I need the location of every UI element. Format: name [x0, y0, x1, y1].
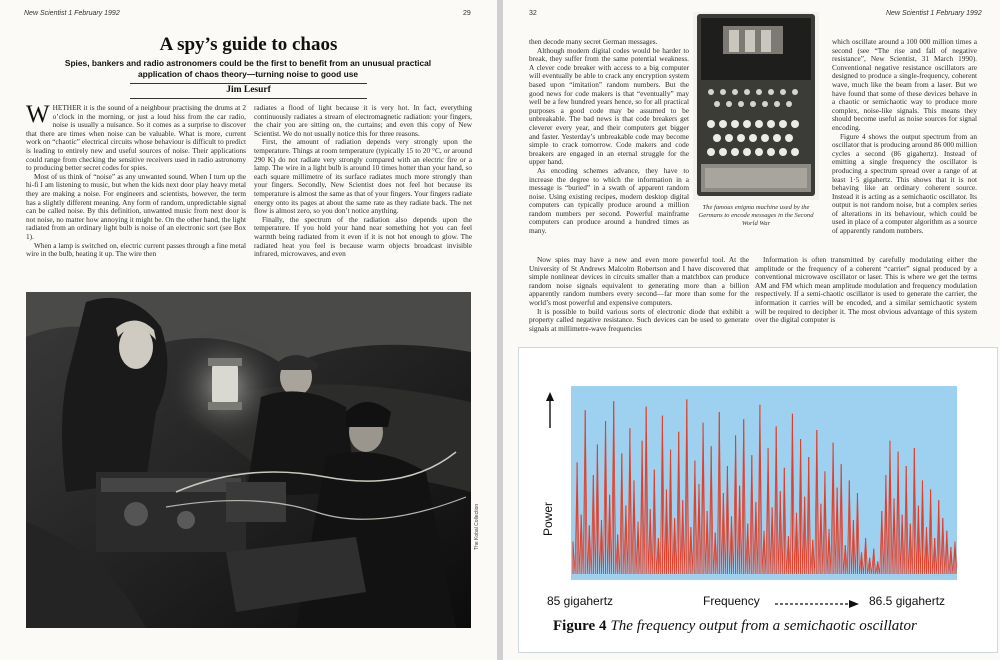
paragraph: Information is often transmitted by carefully modulating either the amplitude or the frequency of a coherent “carrier” signal produced by a conventional microwave oscillator or laser. This is where we get the terms AM and FM which mean amplitude modulation and frequency modulation respectively. If a semi-chaotic oscillator is used to generate the carrier, the information it carries will be encoded, and a similar semichaotic system will be required to decipher it. The most obvious advantage of this system over the digital computer is [755, 256, 977, 325]
left-column-1 [26, 104, 246, 288]
standfirst: Spies, bankers and radio astronomers could be the first to benefit from an unusual practical application of chaos theory—turning noise to good use [64, 58, 432, 79]
byline: Jim Lesurf [226, 85, 271, 95]
right-column-2-top [832, 38, 977, 251]
spectrum-trace [573, 399, 957, 574]
x-axis-arrow [775, 599, 859, 609]
paragraph: Although modern digital codes would be harder to break, they suffer from the same potential weakness. A clever code breaker with access to a big computer will eventually be able to crack any encryption system based upon “imitation” random numbers. But the good news for code makers is that “eventually” may well be a few hundred years hence, so for all practical purposes a good code may be assumed to be unbreakable. The bad news is that code breakers get cleverer every year, and their computers get bigger and faster. Yesterday’s unbreakable code may become simple to crack tomorrow. Code makers and code breakers are engaged in an eternal struggle for the upper hand. [529, 45, 689, 167]
paragraph: First, the amount of radiation depends very strongly upon the temperature. Things at room temperature (typically 15 to 20 °C, or around 290 K) do not radiate very strongly compared with an electric fire or a lamp. The wire in a light bulb is around 10 times hotter than your hand, so each square millimetre of its surface radiates much more strongly than your fingers. Secondly, New Scientist does not feel hot because its temperature is almost the same as that of your fingers. Your fingers radiate energy onto its pages at about the same rate as they radiate back. The net flow is almost zero, so you don’t notice anything. [254, 137, 472, 216]
paragraph: then decode many secret German messages. [529, 38, 658, 46]
x-axis-max-label: 86.5 gigahertz [869, 594, 946, 608]
figure-label: Figure 4 [553, 618, 607, 634]
right-column-1-bottom [529, 256, 749, 346]
left-page [0, 0, 497, 660]
article-title: A spy’s guide to chaos [159, 34, 338, 55]
x-axis-label: Frequency [703, 594, 760, 608]
paragraph: When a lamp is switched on, electric current passes through a fine metal wire in the bulb, heating it up. The wire then [26, 240, 246, 259]
film-still-photo [26, 292, 471, 628]
page-number: 32 [529, 10, 537, 17]
byline-rule-bottom [130, 98, 367, 99]
left-column-2 [254, 104, 472, 288]
figure-caption-text: The frequency output from a semichaotic oscillator [610, 618, 917, 634]
figure-caption [553, 618, 917, 635]
running-header: New Scientist 1 February 1992 [24, 10, 120, 17]
right-column-2-bottom [755, 256, 977, 346]
photo-caption: The famous enigma machine used by the Germans to encode messages in the Second World War [698, 204, 814, 227]
y-axis-label: Power [541, 501, 555, 536]
paragraph: radiates a flood of light because it is very hot. In fact, everything continuously radiates a stream of electromagnetic radiation: your fingers, the chair you are sitting on, the curtains; and even this copy of New Scientist. We do not usually notice this for three reasons. [254, 104, 472, 138]
paragraph: Now spies may have a new and even more powerful tool. At the University of St Andrews Malcolm Robertson and I have discovered that simple nonlinear devices in circuits smaller than a matchbox can produce random noise signals equivalent to generating more than a billion apparently random numbers every second—far more than some for the world’s most powerful and expensive computers. [529, 256, 749, 307]
paragraph: WHETHER it is the sound of a neighbour practising the drums at 2 o’clock in the morning, or just a loud hiss from the car radio, noise is usually a nuisance. So it comes as a surprise to discover that there are times when noise can be valuable. What is more, current work on “chaotic” electrical circuits whose behaviour is difficult to predict is leading to entirely new and useful sources of noise. Their applications could range from checking the sensitive receivers used in radio astronomy to producing better secret codes for spies. [26, 104, 246, 173]
spectrum-plot [571, 386, 957, 580]
right-page [503, 0, 1000, 660]
enigma-machine-photo [693, 12, 819, 200]
drop-cap: W [26, 104, 50, 128]
paragraph: It is possible to build various sorts of electronic diode that exhibit a property called negative resistance. Such devices can be used to generate signals at millimetre-wave frequencies [529, 306, 749, 333]
figure-4 [518, 347, 998, 653]
page-number: 29 [463, 10, 471, 17]
paragraph: As encoding schemes advance, they have to increase the degree to which the information in a message is “buried” in a swath of apparent random noise. Using existing recipes, modern desktop digital computers can typically produce around a million random numbers per second. Powerful mainframe computers can produce around a hundred times as many. [529, 165, 689, 236]
x-axis-min-label: 85 gigahertz [547, 594, 614, 608]
paragraph: Figure 4 shows the output spectrum from an oscillator that is producing around 86 000 million cycles a second (86 gigahertz). Instead of emitting a single frequency the oscillator is producing a spectrum spread over a range of at least 1·5 gigahertz. This shows that it is not behaving like an ordinary coherent source. Instead it is acting as a semichaotic oscillator. Its output is not random noise, but a complex series of alterations in its behaviour, which could be used in place of a computer algorithm as a source of apparently random numbers. [832, 131, 977, 236]
photo-credit: The Kobal Collection [474, 503, 480, 550]
paragraph: Most of us think of “noise” as any unwanted sound. When I turn up the hi-fi I am listening to music, but when the kids next door play heavy metal they are making a noise. For engineers and scientists, however, the term has a slightly different meaning. Any form of random, unpredictable signal can be called noise. By this definition, unwanted music from next door is not noise, no matter how annoying it might be. On the other hand, the light radiated from an ordinary light bulb is noise of an electronic sort (see Box 1). [26, 171, 246, 241]
paragraph: Finally, the spectrum of the radiation also depends upon the temperature. If you hold your hand near something hot you can feel warmth being radiated from it even if it is not hot enough to glow. The radiated heat you feel is because warm objects broadcast invisible infrared, microwaves, and even [254, 214, 472, 259]
enigma-illustration [693, 12, 819, 200]
running-header: New Scientist 1 February 1992 [886, 10, 982, 17]
film-still-illustration [26, 292, 471, 628]
byline-rule [130, 83, 367, 84]
right-column-1-top [529, 38, 689, 251]
paragraph: which oscillate around a 100 000 million times a second (see “The rise and fall of negative resistance”, New Scientist, 31 March 1990). Conventional negative resistance oscillators are designed to produce a single-frequency, coherent wave, much like the beam from a laser. But we have found that some of these devices behave in a chaotic or semichaotic way to produce more complex, noise-like signals. This means they should become useful as noise sources for signal encoding. [832, 38, 977, 132]
plot-area [571, 386, 957, 580]
